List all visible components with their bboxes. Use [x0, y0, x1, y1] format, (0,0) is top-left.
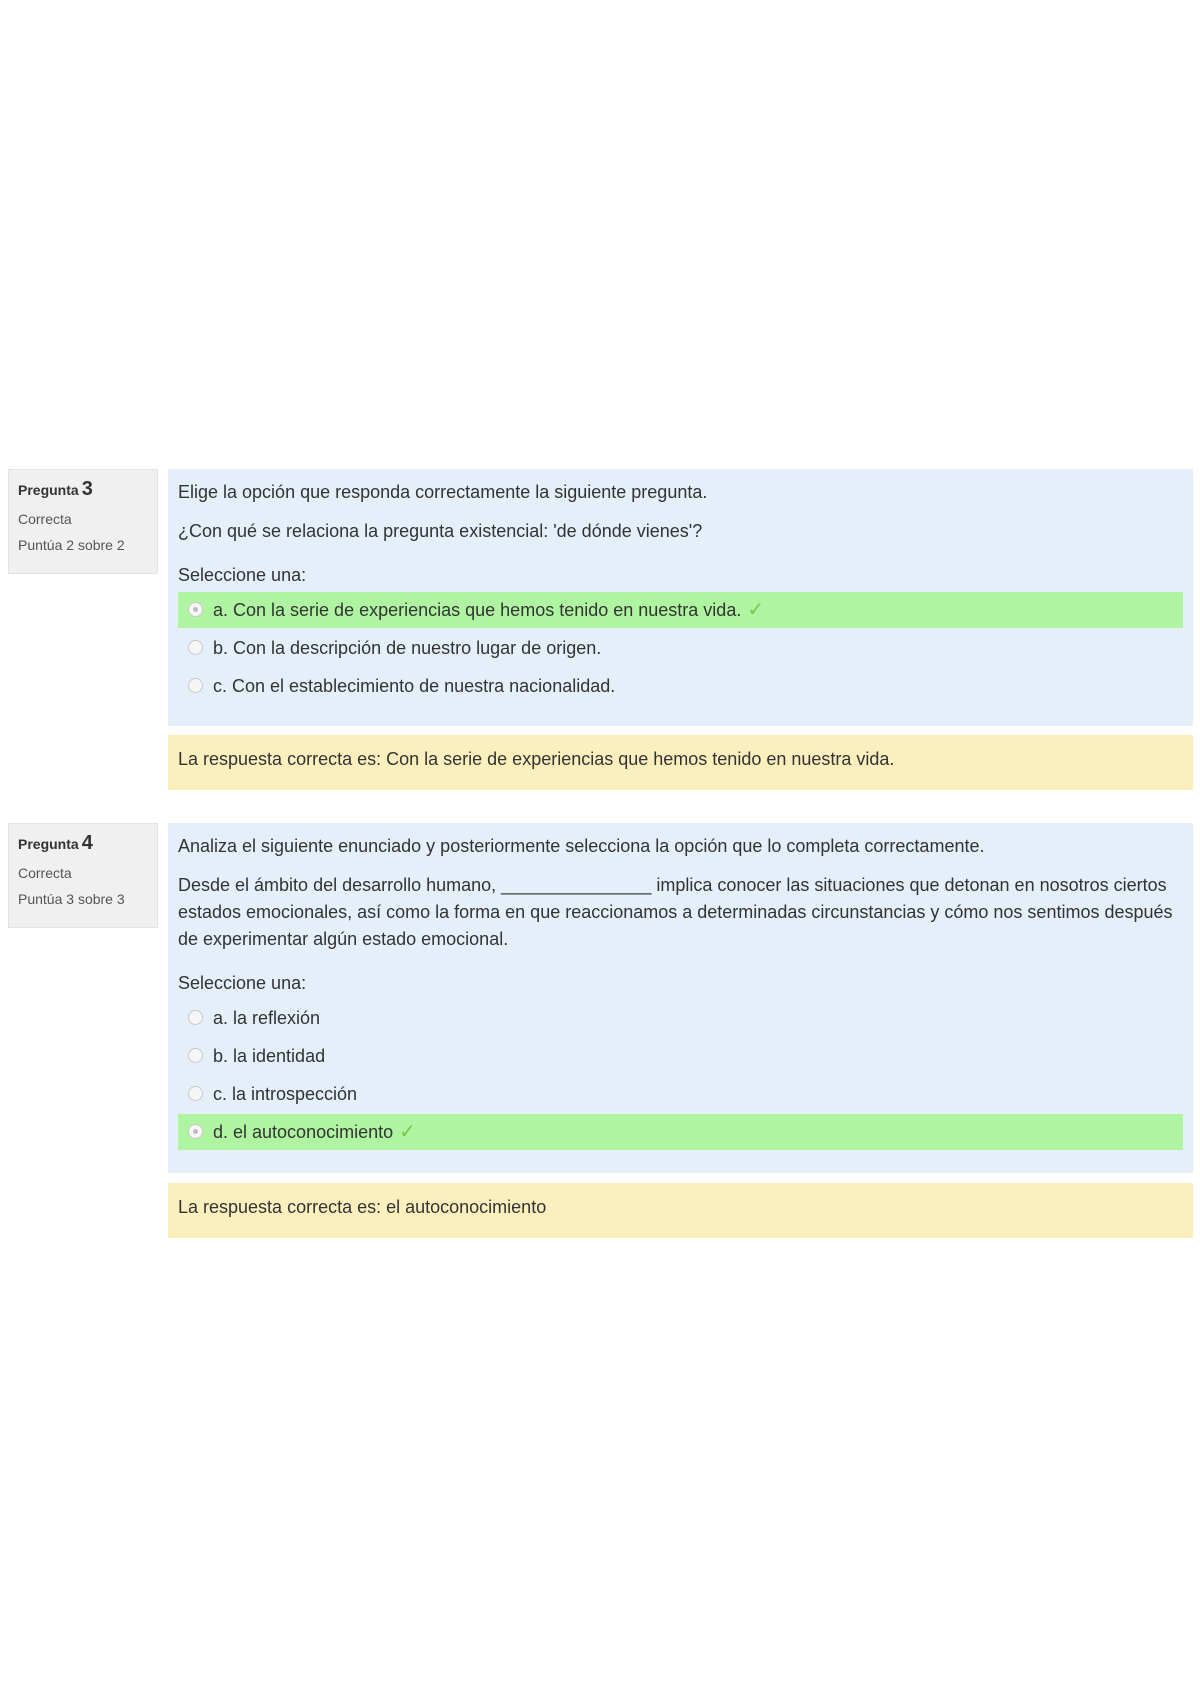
question-label: Pregunta: [18, 836, 79, 852]
answer-options: [178, 592, 1183, 704]
question-instruction: Analiza el siguiente enunciado y posteriormente selecciona la opción que lo completa correctamente.: [178, 836, 985, 856]
radio-button[interactable]: [188, 640, 203, 655]
check-icon: ✓: [747, 599, 765, 621]
radio-button[interactable]: [188, 602, 203, 617]
answer-prompt: Seleccione una:: [178, 565, 307, 585]
question-instruction: Elige la opción que responda correctamente la siguiente pregunta.: [178, 482, 708, 502]
answer-option-label: c. Con el establecimiento de nuestra nacionalidad.: [213, 676, 616, 696]
radio-button[interactable]: [188, 1086, 203, 1101]
question-info: [8, 823, 158, 928]
correct-answer-feedback: La respuesta correcta es: Con la serie de experiencias que hemos tenido en nuestra vida.: [168, 735, 1193, 790]
radio-button[interactable]: [188, 1048, 203, 1063]
correct-answer-feedback: La respuesta correcta es: el autoconocimiento: [168, 1183, 1193, 1238]
answer-option-c[interactable]: [178, 668, 1183, 704]
answer-options: [178, 1000, 1183, 1150]
question-grade: Puntúa 2 sobre 2: [18, 537, 125, 553]
answer-option-a[interactable]: [178, 1000, 1183, 1036]
question-formulation: [168, 823, 1193, 1173]
question-number: [18, 832, 148, 855]
answer-prompt: Seleccione una:: [178, 973, 307, 993]
radio-button[interactable]: [188, 678, 203, 693]
question-state: Correcta: [18, 511, 72, 527]
answer-option-label: c. la introspección: [213, 1084, 358, 1104]
question-body: ¿Con qué se relaciona la pregunta existencial: 'de dónde vienes'?: [178, 521, 703, 541]
question-number: [18, 478, 148, 501]
question-state: Correcta: [18, 865, 72, 881]
question-text: [178, 479, 1183, 545]
question-number-value: 3: [81, 478, 93, 500]
question-formulation: [168, 469, 1193, 726]
answer-option-d[interactable]: [178, 1114, 1183, 1150]
answer-option-label: b. la identidad: [213, 1046, 326, 1066]
answer-option-label: a. la reflexión: [213, 1008, 321, 1028]
question-text: [178, 833, 1183, 953]
question-info: [8, 469, 158, 574]
answer-option-label: b. Con la descripción de nuestro lugar de origen.: [213, 638, 602, 658]
answer-option-label: a. Con la serie de experiencias que hemos tenido en nuestra vida.: [213, 600, 742, 620]
answer-option-b[interactable]: [178, 630, 1183, 666]
question-label: Pregunta: [18, 482, 79, 498]
answer-option-label: d. el autoconocimiento: [213, 1122, 394, 1142]
question-grade: Puntúa 3 sobre 3: [18, 891, 125, 907]
radio-button[interactable]: [188, 1010, 203, 1025]
answer-option-c[interactable]: [178, 1076, 1183, 1112]
question-number-value: 4: [81, 832, 93, 854]
answer-option-a[interactable]: [178, 592, 1183, 628]
answer-option-b[interactable]: [178, 1038, 1183, 1074]
radio-button[interactable]: [188, 1124, 203, 1139]
question-body: Desde el ámbito del desarrollo humano, _______________ implica conocer las situaciones que detonan en nosotros ciertos estados emocionales, así como la forma en que reaccionamos a determinadas circunstancias y cómo nos sentimos después de experimentar algún estado emocional.: [178, 875, 1173, 949]
check-icon: ✓: [399, 1121, 416, 1143]
